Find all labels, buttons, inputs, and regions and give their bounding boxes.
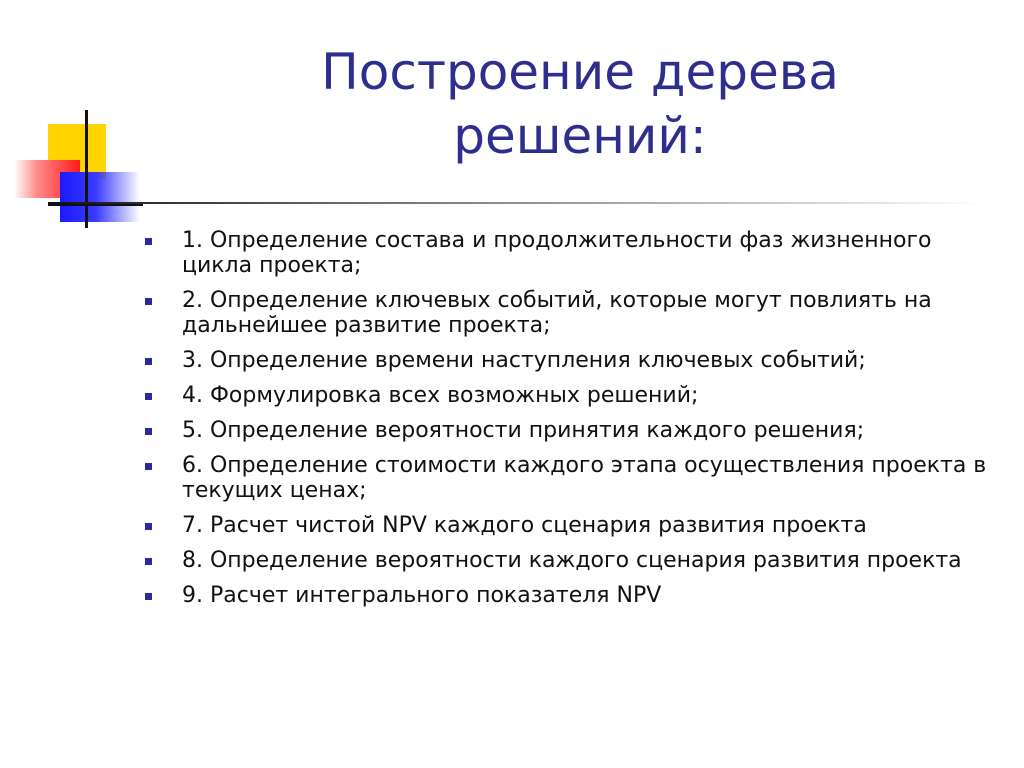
bullet-text: 7. Расчет чистой NPV каждого сценария развития проекта (182, 513, 867, 538)
bullet-item (140, 228, 1000, 278)
decorative-logo (0, 100, 150, 240)
bullet-item (140, 513, 1000, 538)
bullet-square-icon (145, 238, 152, 245)
bullet-list (140, 228, 1000, 618)
bullet-item (140, 583, 1000, 608)
logo-vertical-line (85, 110, 88, 228)
bullet-item (140, 453, 1000, 503)
bullet-text: 6. Определение стоимости каждого этапа осуществления проекта в текущих ценах; (182, 453, 987, 503)
bullet-square-icon (145, 523, 152, 530)
bullet-item (140, 288, 1000, 338)
bullet-square-icon (145, 428, 152, 435)
bullet-text: 4. Формулировка всех возможных решений; (182, 383, 699, 408)
bullet-square-icon (145, 558, 152, 565)
bullet-item (140, 418, 1000, 443)
bullet-square-icon (145, 593, 152, 600)
title-divider (48, 202, 988, 204)
slide-title: Построение дерева решений: (321, 43, 839, 165)
bullet-item (140, 548, 1000, 573)
bullet-item (140, 348, 1000, 373)
bullet-text: 2. Определение ключевых событий, которые могут повлиять на дальнейшее развитие проекта; (182, 288, 932, 338)
bullet-square-icon (145, 463, 152, 470)
bullet-text: 8. Определение вероятности каждого сценария развития проекта (182, 548, 962, 573)
bullet-text: 1. Определение состава и продолжительности фаз жизненного цикла проекта; (182, 228, 932, 278)
logo-blue-gradient-block (60, 172, 140, 222)
bullet-text: 5. Определение вероятности принятия каждого решения; (182, 418, 865, 443)
bullet-item (140, 383, 1000, 408)
bullet-square-icon (145, 298, 152, 305)
bullet-square-icon (145, 393, 152, 400)
bullet-square-icon (145, 358, 152, 365)
bullet-text: 3. Определение времени наступления ключевых событий; (182, 348, 866, 373)
bullet-text: 9. Расчет интегрального показателя NPV (182, 583, 662, 608)
